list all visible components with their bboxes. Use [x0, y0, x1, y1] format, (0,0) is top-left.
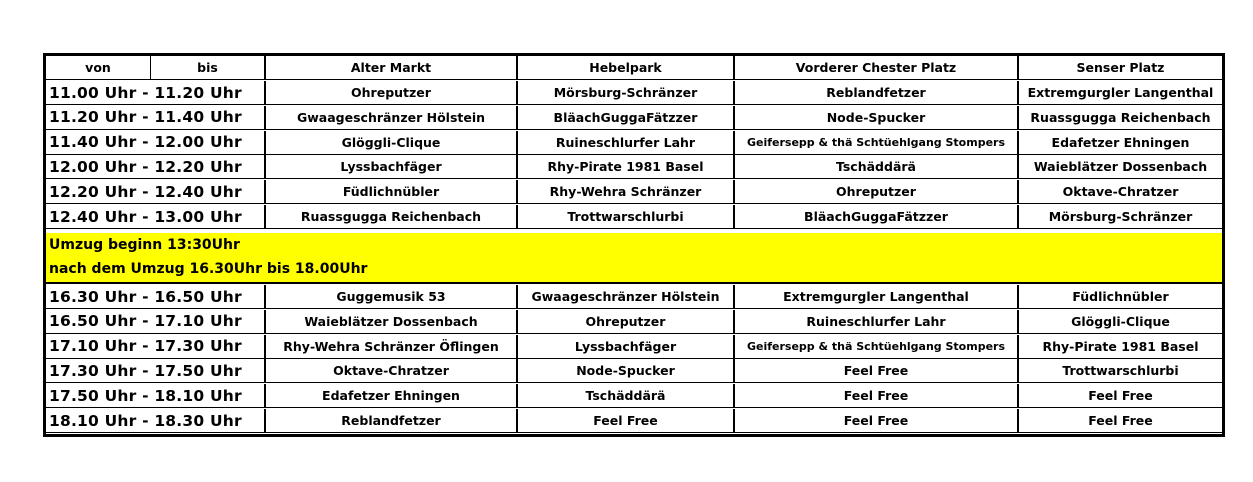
- cell-vorderer-chester-platz: Feel Free: [733, 384, 1017, 408]
- cell-hebelpark: Trottwarschlurbi: [516, 205, 733, 229]
- cell-vorderer-chester-platz: Feel Free: [733, 409, 1017, 433]
- cell-senser-platz: Rhy-Pirate 1981 Basel: [1017, 335, 1222, 359]
- header-row: [46, 56, 1222, 80]
- cell-hebelpark: Rhy-Pirate 1981 Basel: [516, 155, 733, 179]
- notice-line-1: Umzug beginn 13:30Uhr: [49, 237, 240, 253]
- cell-vorderer-chester-platz: Reblandfetzer: [733, 81, 1017, 105]
- cell-hebelpark: Tschäddärä: [516, 384, 733, 408]
- time-slot: 12.40 Uhr - 13.00 Uhr: [46, 205, 264, 229]
- cell-senser-platz: Waieblätzer Dossenbach: [1017, 155, 1222, 179]
- cell-vorderer-chester-platz: Tschäddärä: [733, 155, 1017, 179]
- cell-alter-markt: Waieblätzer Dossenbach: [264, 310, 516, 334]
- table-row: [46, 155, 1222, 179]
- table-row: [46, 335, 1222, 359]
- time-slot: 12.20 Uhr - 12.40 Uhr: [46, 180, 264, 204]
- cell-alter-markt: Ruassgugga Reichenbach: [264, 205, 516, 229]
- cell-vorderer-chester-platz: BläachGuggaFätzzer: [733, 205, 1017, 229]
- cell-hebelpark: Rhy-Wehra Schränzer: [516, 180, 733, 204]
- cell-alter-markt: Gwaageschränzer Hölstein: [264, 106, 516, 130]
- cell-hebelpark: BläachGuggaFätzzer: [516, 106, 733, 130]
- cell-alter-markt: Reblandfetzer: [264, 409, 516, 433]
- cell-senser-platz: Edafetzer Ehningen: [1017, 131, 1222, 155]
- cell-senser-platz: Feel Free: [1017, 384, 1222, 408]
- cell-hebelpark: Feel Free: [516, 409, 733, 433]
- time-slot: 11.00 Uhr - 11.20 Uhr: [46, 81, 264, 105]
- time-slot: 11.20 Uhr - 11.40 Uhr: [46, 106, 264, 130]
- time-slot: 11.40 Uhr - 12.00 Uhr: [46, 131, 264, 155]
- cell-alter-markt: Füdlichnübler: [264, 180, 516, 204]
- table-row: [46, 106, 1222, 130]
- time-slot: 16.30 Uhr - 16.50 Uhr: [46, 285, 264, 309]
- cell-hebelpark: Ruineschlurfer Lahr: [516, 131, 733, 155]
- table-row: [46, 205, 1222, 229]
- cell-alter-markt: Edafetzer Ehningen: [264, 384, 516, 408]
- time-slot: 17.30 Uhr - 17.50 Uhr: [46, 359, 264, 383]
- cell-senser-platz: Glöggli-Clique: [1017, 310, 1222, 334]
- cell-alter-markt: Lyssbachfäger: [264, 155, 516, 179]
- cell-hebelpark: Lyssbachfäger: [516, 335, 733, 359]
- cell-hebelpark: Ohreputzer: [516, 310, 733, 334]
- cell-senser-platz: Feel Free: [1017, 409, 1222, 433]
- notice-band: [46, 233, 1222, 284]
- time-slot: 17.10 Uhr - 17.30 Uhr: [46, 335, 264, 359]
- time-slot: 16.50 Uhr - 17.10 Uhr: [46, 310, 264, 334]
- cell-vorderer-chester-platz: Ohreputzer: [733, 180, 1017, 204]
- cell-senser-platz: Ruassgugga Reichenbach: [1017, 106, 1222, 130]
- table-row: [46, 384, 1222, 408]
- notice-line-2: nach dem Umzug 16.30Uhr bis 18.00Uhr: [49, 261, 368, 277]
- table-row: [46, 131, 1222, 155]
- table-row: [46, 409, 1222, 433]
- cell-alter-markt: Oktave-Chratzer: [264, 359, 516, 383]
- cell-vorderer-chester-platz: Geifersepp & thä Schtüehlgang Stompers: [733, 131, 1017, 155]
- cell-alter-markt: Glöggli-Clique: [264, 131, 516, 155]
- cell-alter-markt: Guggemusik 53: [264, 285, 516, 309]
- cell-vorderer-chester-platz: Ruineschlurfer Lahr: [733, 310, 1017, 334]
- cell-alter-markt: Rhy-Wehra Schränzer Öflingen: [264, 335, 516, 359]
- time-slot: 12.00 Uhr - 12.20 Uhr: [46, 155, 264, 179]
- cell-senser-platz: Trottwarschlurbi: [1017, 359, 1222, 383]
- cell-senser-platz: Füdlichnübler: [1017, 285, 1222, 309]
- header-von: von: [46, 56, 150, 80]
- time-slot: 18.10 Uhr - 18.30 Uhr: [46, 409, 264, 433]
- cell-hebelpark: Node-Spucker: [516, 359, 733, 383]
- cell-senser-platz: Mörsburg-Schränzer: [1017, 205, 1222, 229]
- table-row: [46, 285, 1222, 309]
- header-alter-markt: Alter Markt: [264, 56, 516, 80]
- table-row: [46, 81, 1222, 105]
- table-row: [46, 180, 1222, 204]
- cell-hebelpark: Mörsburg-Schränzer: [516, 81, 733, 105]
- cell-vorderer-chester-platz: Geifersepp & thä Schtüehlgang Stompers: [733, 335, 1017, 359]
- cell-vorderer-chester-platz: Feel Free: [733, 359, 1017, 383]
- cell-hebelpark: Gwaageschränzer Hölstein: [516, 285, 733, 309]
- cell-senser-platz: Extremgurgler Langenthal: [1017, 81, 1222, 105]
- cell-alter-markt: Ohreputzer: [264, 81, 516, 105]
- cell-vorderer-chester-platz: Node-Spucker: [733, 106, 1017, 130]
- schedule-table: [43, 53, 1225, 437]
- cell-vorderer-chester-platz: Extremgurgler Langenthal: [733, 285, 1017, 309]
- table-row: [46, 310, 1222, 334]
- table-row: [46, 359, 1222, 383]
- header-vorderer-chester-platz: Vorderer Chester Platz: [733, 56, 1017, 80]
- time-slot: 17.50 Uhr - 18.10 Uhr: [46, 384, 264, 408]
- header-hebelpark: Hebelpark: [516, 56, 733, 80]
- header-senser-platz: Senser Platz: [1017, 56, 1222, 80]
- cell-senser-platz: Oktave-Chratzer: [1017, 180, 1222, 204]
- header-bis: bis: [150, 56, 264, 80]
